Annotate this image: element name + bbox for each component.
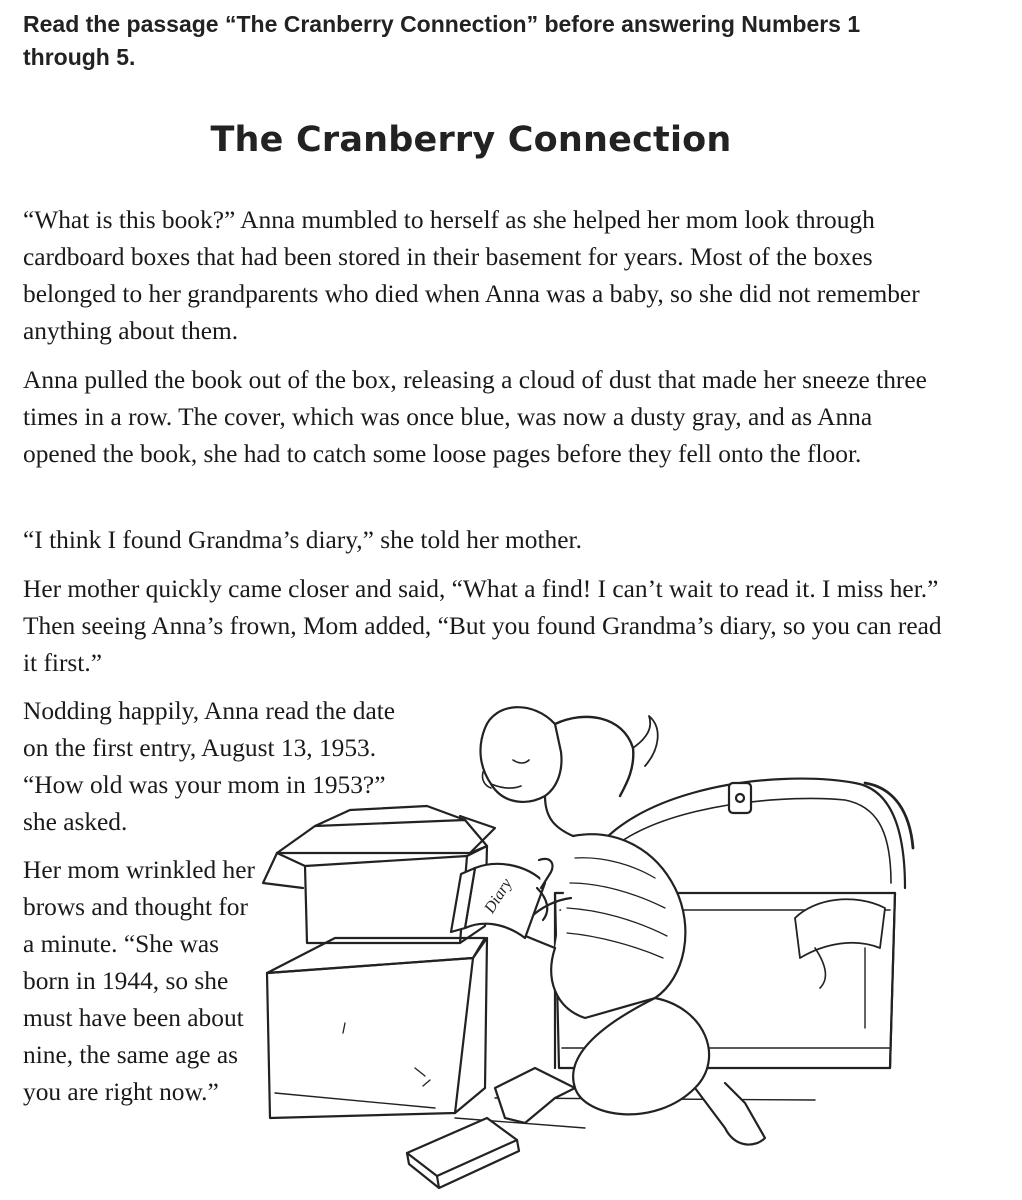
story-paragraph-text: Her mom wrinkled her brows and thought for a minute. “She was born in 1944, so she must have been about nine, the same age as you are right now.” — [23, 856, 255, 1106]
diary-book — [451, 859, 553, 938]
passage-title: The Cranberry Connection — [210, 120, 732, 160]
story-illustration — [255, 688, 920, 1200]
story-paragraph-text: Her mother quickly came closer and said, “What a find! I can’t wait to read it. I miss her.” Then seeing Anna’s frown, Mom added, “But you found Grandma’s diary, so you can read it first.” — [23, 575, 942, 677]
passage-instructions: Read the passage “The Cranberry Connection” before answering Numbers 1 through 5. — [23, 11, 861, 70]
diary-label: Diary — [481, 875, 516, 917]
story-paragraph-1 — [23, 202, 943, 350]
book-on-floor — [407, 1118, 519, 1188]
story-paragraph-text: “I think I found Grandma’s diary,” she told her mother. — [23, 526, 582, 554]
story-paragraph-2 — [23, 362, 943, 473]
story-paragraph-text: “What is this book?” Anna mumbled to herself as she helped her mom look through cardboard boxes that had been stored in their basement for years. Most of the boxes belonged to her grandparents who died when Anna was a baby, so she did not remember anything about them. — [23, 206, 920, 345]
large-cardboard-box — [267, 938, 487, 1118]
story-paragraph-3 — [23, 522, 943, 559]
story-paragraph-6 — [23, 852, 263, 1111]
story-paragraph-text: Nodding happily, Anna read the date on the first entry, August 13, 1953. “How old was your mom in 1953?” she asked. — [23, 697, 396, 836]
story-paragraph-text: Anna pulled the book out of the box, releasing a cloud of dust that made her sneeze three times in a row. The cover, which was once blue, was now a dusty gray, and as Anna opened the book, she had to catch some loose pages before they fell onto the floor. — [23, 366, 927, 468]
story-paragraph-4 — [23, 571, 943, 682]
